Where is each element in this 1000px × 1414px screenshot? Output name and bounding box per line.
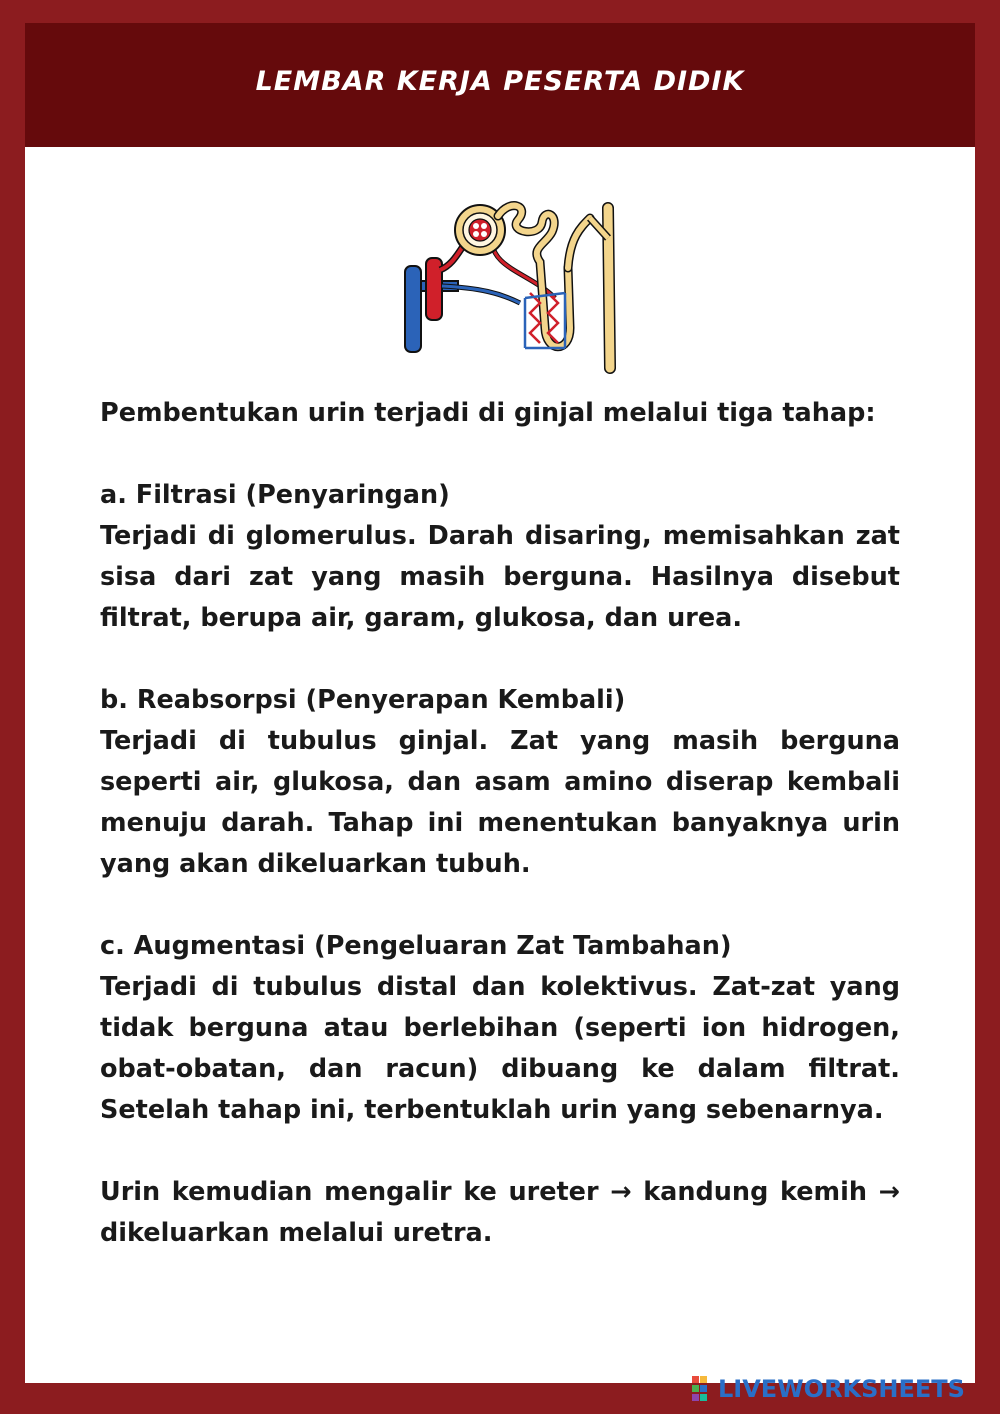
stage-heading-filtrasi: a. Filtrasi (Penyaringan) (100, 480, 450, 510)
stage-heading-augmentasi: c. Augmentasi (Pengeluaran Zat Tambahan) (100, 931, 732, 961)
header-banner (25, 23, 975, 147)
nephron-icon (380, 178, 620, 378)
worksheet-page (25, 23, 975, 1383)
liveworksheets-logo[interactable] (692, 1374, 965, 1404)
conclusion-paragraph: Urin kemudian mengalir ke ureter → kandung kemih → dikeluarkan melalui uretra. (100, 1177, 900, 1248)
page-title: LEMBAR KERJA PESERTA DIDIK (255, 65, 745, 97)
intro-paragraph: Pembentukan urin terjadi di ginjal melalui tiga tahap: (100, 398, 876, 428)
main-content (100, 393, 900, 1254)
stage-body-augmentasi: Terjadi di tubulus distal dan kolektivus. Zat-zat yang tidak berguna atau berlebihan (seperti ion hidrogen, obat-obatan, dan racun) dibuang ke dalam filtrat. Setelah tahap ini, terbentuklah urin yang sebenarnya. (100, 972, 900, 1125)
liveworksheets-logo-text: LIVEWORKSHEETS (718, 1375, 965, 1403)
liveworksheets-logo-icon (692, 1376, 714, 1402)
stage-heading-reabsorpsi: b. Reabsorpsi (Penyerapan Kembali) (100, 685, 626, 715)
stage-body-filtrasi: Terjadi di glomerulus. Darah disaring, memisahkan zat sisa dari zat yang masih berguna. Hasilnya disebut filtrat, berupa air, garam, glukosa, dan urea. (100, 521, 900, 633)
stage-body-reabsorpsi: Terjadi di tubulus ginjal. Zat yang masih berguna seperti air, glukosa, dan asam amino diserap kembali menuju darah. Tahap ini menentukan banyaknya urin yang akan dikeluarkan tubuh. (100, 726, 900, 879)
